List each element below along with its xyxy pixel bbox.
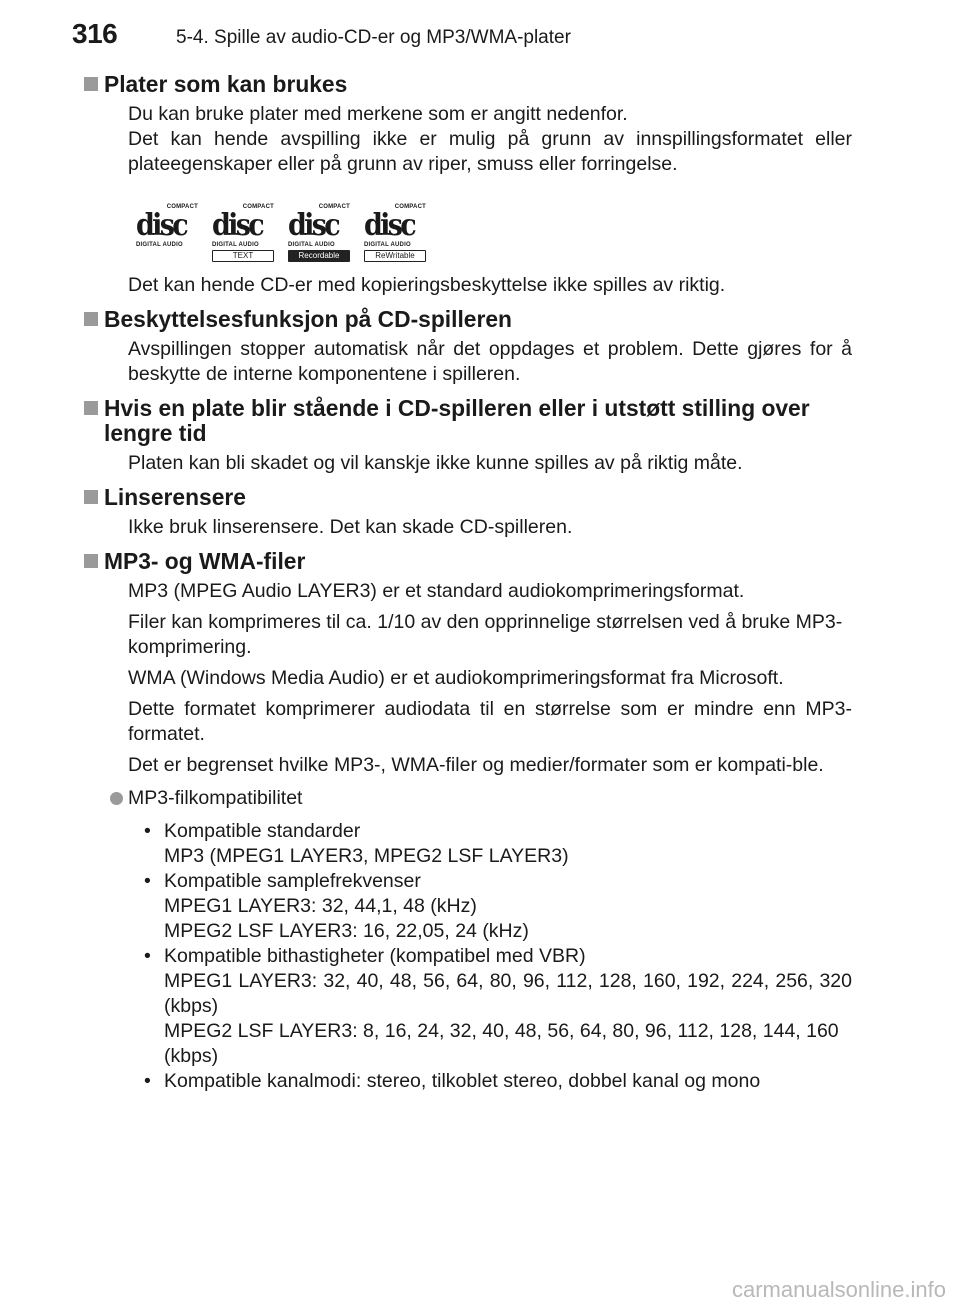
section-heading: Beskyttelsesfunksjon på CD-spilleren [104, 307, 852, 332]
square-bullet-icon [84, 312, 98, 326]
square-bullet-icon [84, 490, 98, 504]
page-number: 316 [72, 18, 118, 49]
square-bullet-icon [84, 401, 98, 415]
chapter-title: 5-4. Spille av audio-CD-er og MP3/WMA-plater [176, 27, 571, 48]
section-heading: MP3- og WMA-filer [104, 549, 852, 574]
paragraph: Det kan hende avspilling ikke er mulig på grunn av innspillingsformatet eller plateegenskaper eller på grunn av riper, smuss eller forringelse. [128, 128, 852, 175]
section-disc-left-in-player [104, 396, 852, 476]
paragraph: Dette formatet komprimerer audiodata til en størrelse som er mindre enn MP3-formatet. [128, 698, 852, 745]
section-mp3-wma-files [104, 549, 852, 1094]
page-content [104, 72, 852, 1094]
watermark: carmanualsonline.info [731, 1277, 946, 1302]
paragraph: MP3 (MPEG Audio LAYER3) er et standard audiokomprimeringsformat. [128, 580, 745, 602]
square-bullet-icon [84, 77, 98, 91]
list-item: • Kompatible kanalmodi: stereo, tilkoblet stereo, dobbel kanal og mono [144, 1069, 852, 1094]
section-lens-cleaners [104, 485, 852, 540]
section-cd-player-protection [104, 307, 852, 387]
compact-disc-rewritable-logo: COMPACT disc DIGITAL AUDIO ReWritable [364, 204, 426, 260]
paragraph: Avspillingen stopper automatisk når det oppdages et problem. Dette gjøres for å beskytte de interne komponentene i spilleren. [128, 338, 852, 385]
square-bullet-icon [84, 554, 98, 568]
compact-disc-text-logo: COMPACT disc DIGITAL AUDIO TEXT [212, 204, 274, 260]
section-usable-discs [104, 72, 852, 298]
paragraph: Platen kan bli skadet og vil kanskje ikke kunne spilles av på riktig måte. [128, 452, 743, 474]
list-item: • Kompatible bithastigheter (kompatibel med VBR) MPEG1 LAYER3: 32, 40, 48, 56, 64, 80, 96, 112, 128, 160, 192, 224, 256, 320 (kbps) MPEG2 LSF LAYER3: 8, 16, 24, 32, 40, 48, 56, 64, 80, 96, 112, 128, 144, 160 (kbps) [144, 944, 852, 1069]
section-heading: Linserensere [104, 485, 852, 510]
paragraph: Det er begrenset hvilke MP3-, WMA-filer og medier/formater som er kompati-ble. [128, 754, 824, 776]
section-heading: Plater som kan brukes [104, 72, 852, 97]
section-heading: Hvis en plate blir stående i CD-spilleren eller i utstøtt stilling over lengre tid [104, 396, 852, 446]
disc-logos [136, 203, 852, 263]
subsection-heading: MP3-filkompatibilitet [128, 786, 852, 811]
paragraph: Det kan hende CD-er med kopieringsbeskyttelse ikke spilles av riktig. [128, 274, 726, 296]
paragraph: Filer kan komprimeres til ca. 1/10 av den opprinnelige størrelsen ved å bruke MP3-komprimering. [128, 611, 843, 658]
paragraph: Du kan bruke plater med merkene som er angitt nedenfor. [128, 103, 628, 125]
compatibility-list [144, 819, 852, 1094]
list-item: • Kompatible standarder MP3 (MPEG1 LAYER3, MPEG2 LSF LAYER3) [144, 819, 852, 869]
compact-disc-logo: COMPACT disc DIGITAL AUDIO [136, 204, 198, 248]
circle-bullet-icon [110, 792, 123, 805]
compact-disc-recordable-logo: COMPACT disc DIGITAL AUDIO Recordable [288, 204, 350, 260]
paragraph: WMA (Windows Media Audio) er et audiokomprimeringsformat fra Microsoft. [128, 667, 784, 689]
list-item: • Kompatible samplefrekvenser MPEG1 LAYER3: 32, 44,1, 48 (kHz) MPEG2 LSF LAYER3: 16, 22,05, 24 (kHz) [144, 869, 852, 944]
paragraph: Ikke bruk linserensere. Det kan skade CD-spilleren. [128, 516, 573, 538]
